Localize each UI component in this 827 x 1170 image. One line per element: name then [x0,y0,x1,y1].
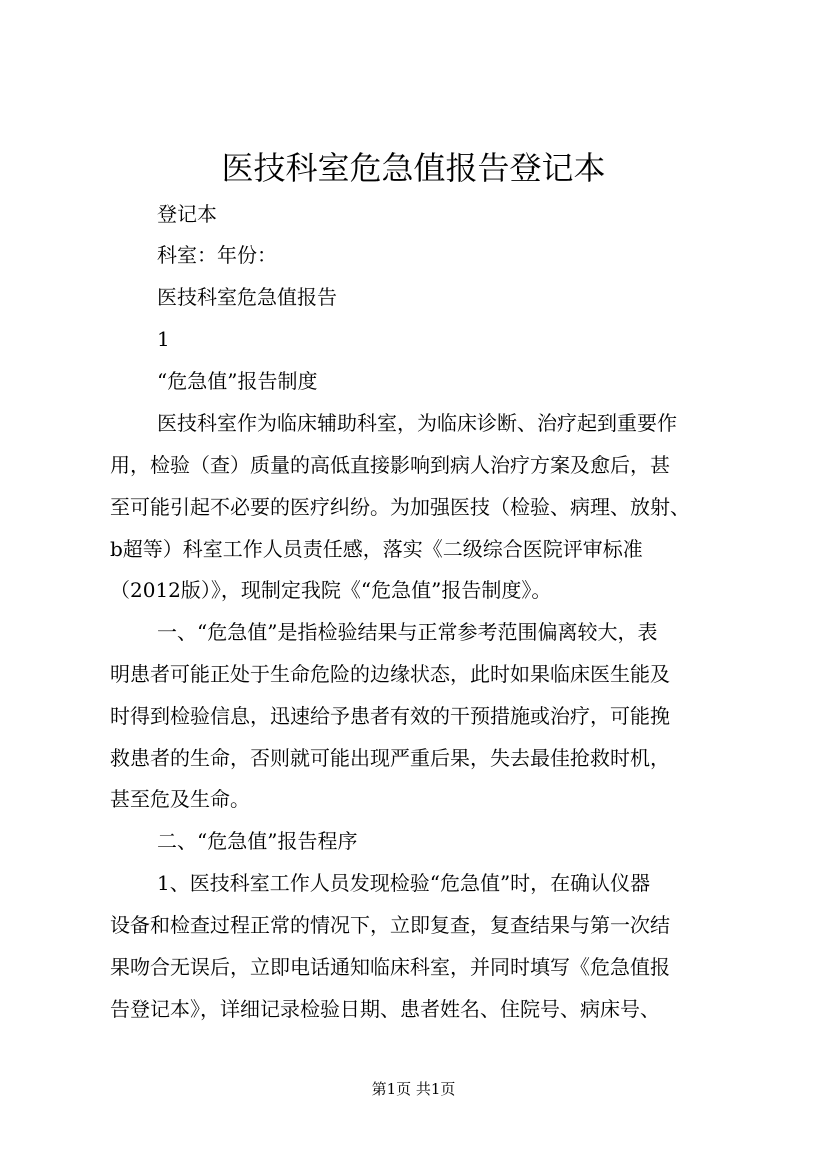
paragraph-line: 至可能引起不必要的医疗纠纷。为加强医技（检验、病理、放射、 [110,495,690,519]
document-title: 医技科室危急值报告登记本 [221,149,606,187]
paragraph-line: 时得到检验信息，迅速给予患者有效的干预措施或治疗，可能挽 [110,704,670,728]
paragraph-line: 甚至危及生命。 [110,787,250,811]
paragraph-line: （2012版）》，现制定我院《“危急值”报告制度》。 [110,578,552,602]
paragraph-line: 设备和检查过程正常的情况下，立即复查，复查结果与第一次结 [110,913,670,937]
section-heading: 二、“危急值”报告程序 [157,829,358,853]
text-line: 1 [157,327,170,351]
page-footer: 第1页 共1页 [371,1080,456,1098]
text-line: 科室：年份： [157,243,277,267]
paragraph-line: b超等）科室工作人员责任感，落实《二级综合医院评审标准 [110,537,643,561]
paragraph-line: 告登记本》，详细记录检验日期、患者姓名、住院号、病床号、 [110,997,660,1021]
paragraph-line: 1、医技科室工作人员发现检验“危急值”时，在确认仪器 [157,871,651,895]
paragraph-line: 一、“危急值”是指检验结果与正常参考范围偏离较大，表 [157,620,658,644]
paragraph-line: 救患者的生命，否则就可能出现严重后果，失去最佳抢救时机， [110,746,670,770]
text-line: 医技科室危急值报告 [157,285,337,309]
paragraph-line: 明患者可能正处于生命危险的边缘状态，此时如果临床医生能及 [110,662,670,686]
paragraph-line: 医技科室作为临床辅助科室，为临床诊断、治疗起到重要作 [157,411,677,435]
paragraph-line: 果吻合无误后，立即电话通知临床科室，并同时填写《危急值报 [110,955,670,979]
text-line: 登记本 [157,202,217,226]
paragraph-line: 用，检验（查）质量的高低直接影响到病人治疗方案及愈后，甚 [110,453,670,477]
section-heading: “危急值”报告制度 [157,369,318,393]
